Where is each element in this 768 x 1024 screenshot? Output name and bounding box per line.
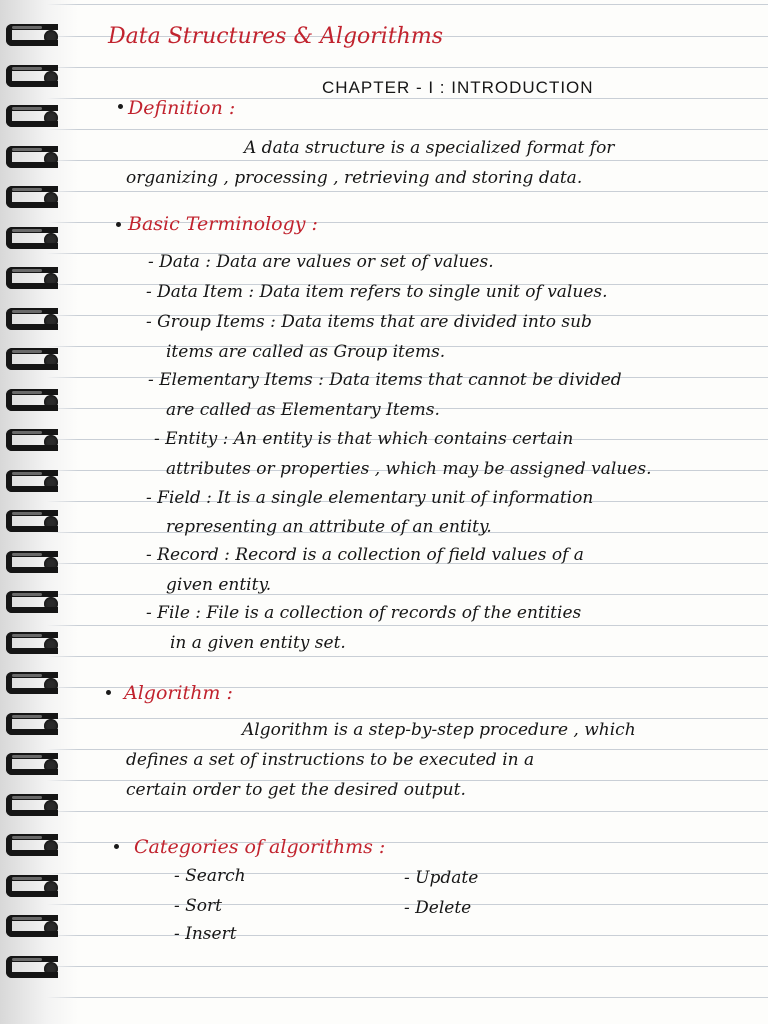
term-entity-cont: attributes or properties , which may be assigned values. <box>166 459 652 479</box>
term-group-items: - Group Items : Data items that are divided into sub <box>146 312 592 332</box>
definition-line-1: A data structure is a specialized format for <box>244 138 615 158</box>
bullet-definition <box>118 104 123 109</box>
term-record-cont: given entity. <box>166 575 272 595</box>
spiral-ring <box>2 427 70 457</box>
definition-line-2: organizing , processing , retrieving and storing data. <box>126 168 583 188</box>
bullet-terminology <box>116 222 121 227</box>
algorithm-line-1: Algorithm is a step-by-step procedure , which <box>242 720 636 740</box>
page-title: Data Structures & Algorithms <box>108 24 443 49</box>
chapter-heading: CHAPTER - I : INTRODUCTION <box>322 78 594 97</box>
spiral-ring <box>2 144 70 174</box>
term-elementary-items: - Elementary Items : Data items that cannot be divided <box>148 370 622 390</box>
category-search: - Search <box>174 866 246 886</box>
algorithm-line-3: certain order to get the desired output. <box>126 780 466 800</box>
spiral-ring <box>2 670 70 700</box>
algorithm-line-2: defines a set of instructions to be executed in a <box>126 750 535 770</box>
spiral-ring <box>2 630 70 660</box>
spiral-ring <box>2 711 70 741</box>
category-delete: - Delete <box>404 898 472 918</box>
term-file: - File : File is a collection of records of the entities <box>146 603 582 623</box>
spiral-ring <box>2 103 70 133</box>
spiral-ring <box>2 346 70 376</box>
spiral-ring <box>2 22 70 52</box>
spiral-ring <box>2 832 70 862</box>
spiral-ring <box>2 549 70 579</box>
bullet-categories <box>114 844 119 849</box>
spiral-ring <box>2 751 70 781</box>
spiral-ring <box>2 225 70 255</box>
spiral-ring <box>2 792 70 822</box>
spiral-ring <box>2 913 70 943</box>
category-update: - Update <box>404 868 479 888</box>
categories-heading: Categories of algorithms : <box>134 836 386 858</box>
spiral-ring <box>2 184 70 214</box>
term-record: - Record : Record is a collection of field values of a <box>146 545 584 565</box>
term-file-cont: in a given entity set. <box>170 633 346 653</box>
term-data: - Data : Data are values or set of values. <box>148 252 494 272</box>
term-elementary-items-cont: are called as Elementary Items. <box>166 400 440 420</box>
spiral-ring <box>2 873 70 903</box>
category-sort: - Sort <box>174 896 222 916</box>
spiral-ring <box>2 508 70 538</box>
spiral-ring <box>2 468 70 498</box>
terminology-heading: Basic Terminology : <box>128 213 318 235</box>
spiral-ring <box>2 265 70 295</box>
term-entity: - Entity : An entity is that which contains certain <box>154 429 574 449</box>
spiral-binding <box>0 0 78 1024</box>
category-insert: - Insert <box>174 924 237 944</box>
term-group-items-cont: items are called as Group items. <box>166 342 446 362</box>
spiral-ring <box>2 63 70 93</box>
term-data-item: - Data Item : Data item refers to single unit of values. <box>146 282 608 302</box>
spiral-ring <box>2 306 70 336</box>
spiral-ring <box>2 589 70 619</box>
spiral-ring <box>2 954 70 984</box>
term-field: - Field : It is a single elementary unit of information <box>146 488 594 508</box>
algorithm-heading: Algorithm : <box>124 682 233 704</box>
definition-heading: Definition : <box>128 97 236 119</box>
spiral-ring <box>2 387 70 417</box>
bullet-algorithm <box>106 690 111 695</box>
term-field-cont: representing an attribute of an entity. <box>166 517 492 537</box>
